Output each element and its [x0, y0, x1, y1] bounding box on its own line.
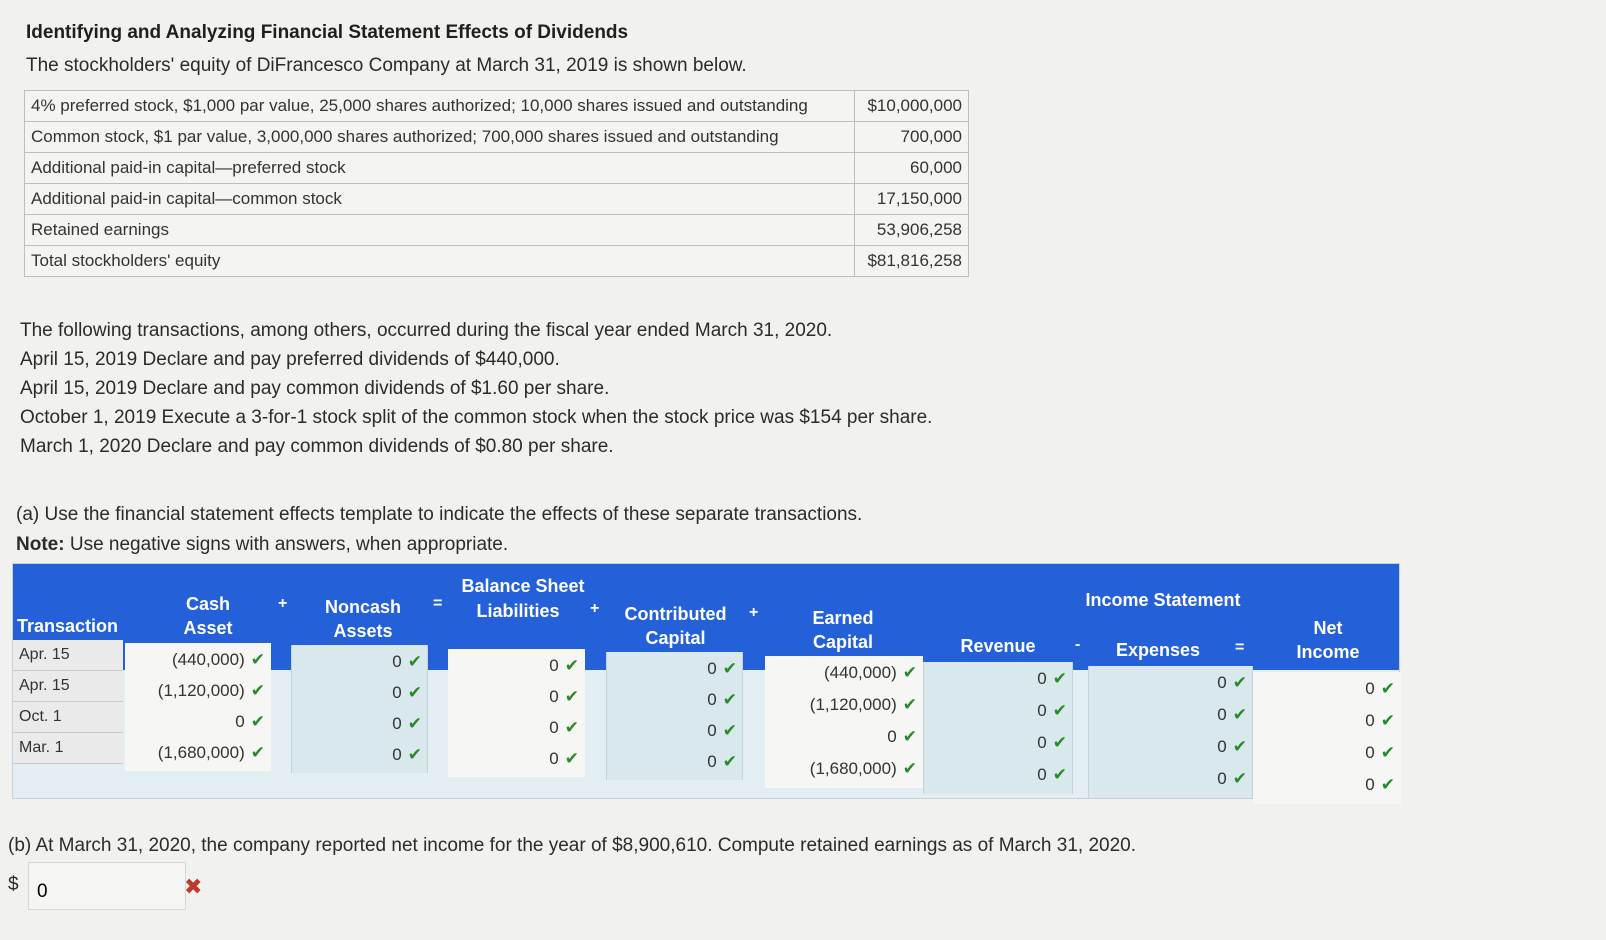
cell-revenue[interactable] — [923, 696, 1073, 726]
correct-check-icon: ✔ — [1232, 737, 1247, 756]
equity-row-label: Additional paid-in capital—preferred stock — [25, 153, 855, 184]
cell-value: 0 — [707, 690, 717, 709]
equity-row-amount: 60,000 — [855, 153, 969, 184]
correct-check-icon: ✔ — [722, 659, 737, 678]
correct-check-icon: ✔ — [902, 727, 917, 746]
equity-row-label: Common stock, $1 par value, 3,000,000 shares authorized; 700,000 shares issued and outstanding — [25, 122, 855, 153]
cell-net-income[interactable] — [1253, 674, 1401, 704]
op-equals: = — [1235, 639, 1245, 656]
cell-value: 0 — [1037, 669, 1047, 688]
cell-value: 0 — [392, 745, 402, 764]
cell-cash[interactable] — [125, 645, 271, 675]
balance-sheet-group-label: Balance Sheet — [461, 576, 585, 596]
correct-check-icon: ✔ — [250, 712, 265, 731]
cell-value: 0 — [392, 652, 402, 671]
correct-check-icon: ✔ — [902, 695, 917, 714]
transactions-block — [20, 316, 932, 461]
correct-check-icon: ✔ — [250, 681, 265, 700]
equity-row-label: 4% preferred stock, $1,000 par value, 25,000 shares authorized; 10,000 shares issued and outstanding — [25, 91, 855, 122]
cell-value: (440,000) — [171, 650, 245, 669]
op-minus: - — [1075, 636, 1081, 653]
header-net-income: Net Income — [1296, 618, 1360, 662]
cell-contributed[interactable] — [606, 685, 743, 715]
cell-liabilities[interactable] — [448, 682, 585, 712]
cell-net-income[interactable] — [1253, 738, 1401, 768]
header-contributed-capital: Contributed Capital — [624, 604, 727, 648]
equity-row — [25, 91, 969, 122]
correct-check-icon: ✔ — [722, 721, 737, 740]
equity-row-amount: 53,906,258 — [855, 215, 969, 246]
cell-value: 0 — [1037, 701, 1047, 720]
correct-check-icon: ✔ — [1380, 743, 1395, 762]
cell-value: 0 — [1365, 743, 1375, 762]
correct-check-icon: ✔ — [1232, 769, 1247, 788]
equity-row-amount: 700,000 — [855, 122, 969, 153]
cell-expenses[interactable] — [1088, 732, 1253, 762]
cell-liabilities[interactable] — [448, 744, 585, 774]
transaction-label: Apr. 15 — [13, 671, 123, 702]
cell-value: 0 — [549, 656, 559, 675]
cell-liabilities[interactable] — [448, 713, 585, 743]
cell-noncash[interactable] — [291, 709, 428, 739]
correct-check-icon: ✔ — [1380, 679, 1395, 698]
part-b-question: (b) At March 31, 2020, the company reported net income for the year of $8,900,610. Compute retained earnings as of March 31, 2020. — [8, 835, 1137, 856]
header-cash-asset: Cash Asset — [183, 594, 233, 638]
correct-check-icon: ✔ — [1380, 775, 1395, 794]
transaction-line: October 1, 2019 Execute a 3-for-1 stock split of the common stock when the stock price was $154 per share. — [20, 407, 933, 428]
cell-value: 0 — [392, 683, 402, 702]
cell-revenue[interactable] — [923, 664, 1073, 694]
note-label: Note: — [16, 534, 65, 555]
cell-value: 0 — [707, 659, 717, 678]
cell-value: 0 — [549, 718, 559, 737]
part-b-answer-row — [8, 862, 308, 910]
cell-value: 0 — [392, 714, 402, 733]
cell-value: 0 — [235, 712, 245, 731]
equity-row — [25, 215, 969, 246]
correct-check-icon: ✔ — [1052, 765, 1067, 784]
cell-cash[interactable] — [125, 707, 271, 737]
cell-value: 0 — [707, 721, 717, 740]
correct-check-icon: ✔ — [250, 743, 265, 762]
financial-statement-effects-template — [12, 563, 1400, 799]
correct-check-icon: ✔ — [407, 652, 422, 671]
correct-check-icon: ✔ — [564, 687, 579, 706]
income-statement-group-label: Income Statement — [1085, 590, 1241, 610]
transactions-intro: The following transactions, among others, occurred during the fiscal year ended March 31, 2020. — [20, 320, 833, 341]
correct-check-icon: ✔ — [1232, 705, 1247, 724]
cell-cash[interactable] — [125, 738, 271, 768]
correct-check-icon: ✔ — [250, 650, 265, 669]
equity-row-amount: 17,150,000 — [855, 184, 969, 215]
cell-net-income[interactable] — [1253, 770, 1401, 800]
header-earned-capital: Earned Capital — [812, 608, 874, 652]
header-liabilities: Liabilities — [476, 601, 560, 621]
cell-value: 0 — [1365, 775, 1375, 794]
cell-revenue[interactable] — [923, 760, 1073, 790]
cell-net-income[interactable] — [1253, 706, 1401, 736]
part-a-instructions — [16, 500, 862, 560]
cell-contributed[interactable] — [606, 716, 743, 746]
cell-liabilities[interactable] — [448, 651, 585, 681]
transaction-label: Apr. 15 — [13, 640, 123, 671]
equity-row-label: Retained earnings — [25, 215, 855, 246]
currency-symbol: $ — [8, 874, 19, 895]
part-a-instruction: (a) Use the financial statement effects template to indicate the effects of these separate transactions. — [16, 504, 863, 525]
header-noncash-assets: Noncash Assets — [324, 597, 402, 641]
cell-expenses[interactable] — [1088, 668, 1253, 698]
correct-check-icon: ✔ — [902, 663, 917, 682]
op-plus: + — [590, 600, 600, 617]
op-plus: + — [749, 604, 759, 621]
equity-row-amount: $81,816,258 — [855, 246, 969, 277]
cell-expenses[interactable] — [1088, 764, 1253, 794]
cell-value: 0 — [1217, 737, 1227, 756]
incorrect-x-icon: ✖ — [184, 874, 203, 899]
cell-contributed[interactable] — [606, 747, 743, 777]
cell-value: 0 — [1365, 679, 1375, 698]
retained-earnings-input[interactable] — [28, 862, 186, 910]
cell-contributed[interactable] — [606, 654, 743, 684]
cell-cash[interactable] — [125, 676, 271, 706]
cell-value: 0 — [1365, 711, 1375, 730]
cell-expenses[interactable] — [1088, 700, 1253, 730]
cell-value: 0 — [1217, 673, 1227, 692]
part-a-note — [16, 530, 862, 560]
correct-check-icon: ✔ — [407, 745, 422, 764]
cell-value: (440,000) — [823, 663, 897, 682]
correct-check-icon: ✔ — [1380, 711, 1395, 730]
cell-value: 0 — [1037, 733, 1047, 752]
op-equals: = — [433, 595, 443, 612]
cell-value: 0 — [1217, 769, 1227, 788]
transaction-line: April 15, 2019 Declare and pay preferred dividends of $440,000. — [20, 349, 560, 370]
correct-check-icon: ✔ — [407, 683, 422, 702]
correct-check-icon: ✔ — [564, 718, 579, 737]
transaction-label: Oct. 1 — [13, 702, 123, 733]
correct-check-icon: ✔ — [407, 714, 422, 733]
cell-value: 0 — [549, 687, 559, 706]
correct-check-icon: ✔ — [1052, 669, 1067, 688]
cell-earned[interactable] — [765, 722, 923, 752]
equity-row-label: Additional paid-in capital—common stock — [25, 184, 855, 215]
cell-earned[interactable] — [765, 754, 923, 784]
correct-check-icon: ✔ — [1052, 733, 1067, 752]
equity-row — [25, 184, 969, 215]
cell-value: (1,680,000) — [809, 759, 897, 778]
cell-value: 0 — [549, 749, 559, 768]
cell-value: 0 — [887, 727, 897, 746]
note-text: Use negative signs with answers, when appropriate. — [64, 534, 509, 555]
correct-check-icon: ✔ — [1232, 673, 1247, 692]
cell-noncash[interactable] — [291, 740, 428, 770]
cell-revenue[interactable] — [923, 728, 1073, 758]
header-transaction: Transaction — [17, 616, 119, 636]
cell-value: (1,680,000) — [157, 743, 245, 762]
transaction-line: March 1, 2020 Declare and pay common dividends of $0.80 per share. — [20, 436, 614, 457]
correct-check-icon: ✔ — [564, 656, 579, 675]
equity-row — [25, 246, 969, 277]
page-subtitle: The stockholders' equity of DiFrancesco Company at March 31, 2019 is shown below. — [26, 55, 747, 76]
correct-check-icon: ✔ — [1052, 701, 1067, 720]
page-title: Identifying and Analyzing Financial Statement Effects of Dividends — [26, 22, 629, 43]
cell-noncash[interactable] — [291, 647, 428, 677]
cell-value: (1,120,000) — [809, 695, 897, 714]
cell-earned[interactable] — [765, 658, 923, 688]
op-plus: + — [278, 595, 288, 612]
cell-noncash[interactable] — [291, 678, 428, 708]
correct-check-icon: ✔ — [722, 752, 737, 771]
correct-check-icon: ✔ — [722, 690, 737, 709]
equity-row-amount: $10,000,000 — [855, 91, 969, 122]
cell-value: 0 — [1217, 705, 1227, 724]
correct-check-icon: ✔ — [902, 759, 917, 778]
cell-value: 0 — [707, 752, 717, 771]
transaction-line: April 15, 2019 Declare and pay common dividends of $1.60 per share. — [20, 378, 610, 399]
equity-row-label: Total stockholders' equity — [25, 246, 855, 277]
header-revenue: Revenue — [960, 636, 1036, 656]
header-expenses: Expenses — [1115, 640, 1201, 660]
cell-value: 0 — [1037, 765, 1047, 784]
stockholders-equity-table — [24, 90, 969, 277]
cell-earned[interactable] — [765, 690, 923, 720]
cell-value: (1,120,000) — [157, 681, 245, 700]
correct-check-icon: ✔ — [564, 749, 579, 768]
transaction-label: Mar. 1 — [13, 733, 123, 764]
equity-row — [25, 153, 969, 184]
equity-row — [25, 122, 969, 153]
